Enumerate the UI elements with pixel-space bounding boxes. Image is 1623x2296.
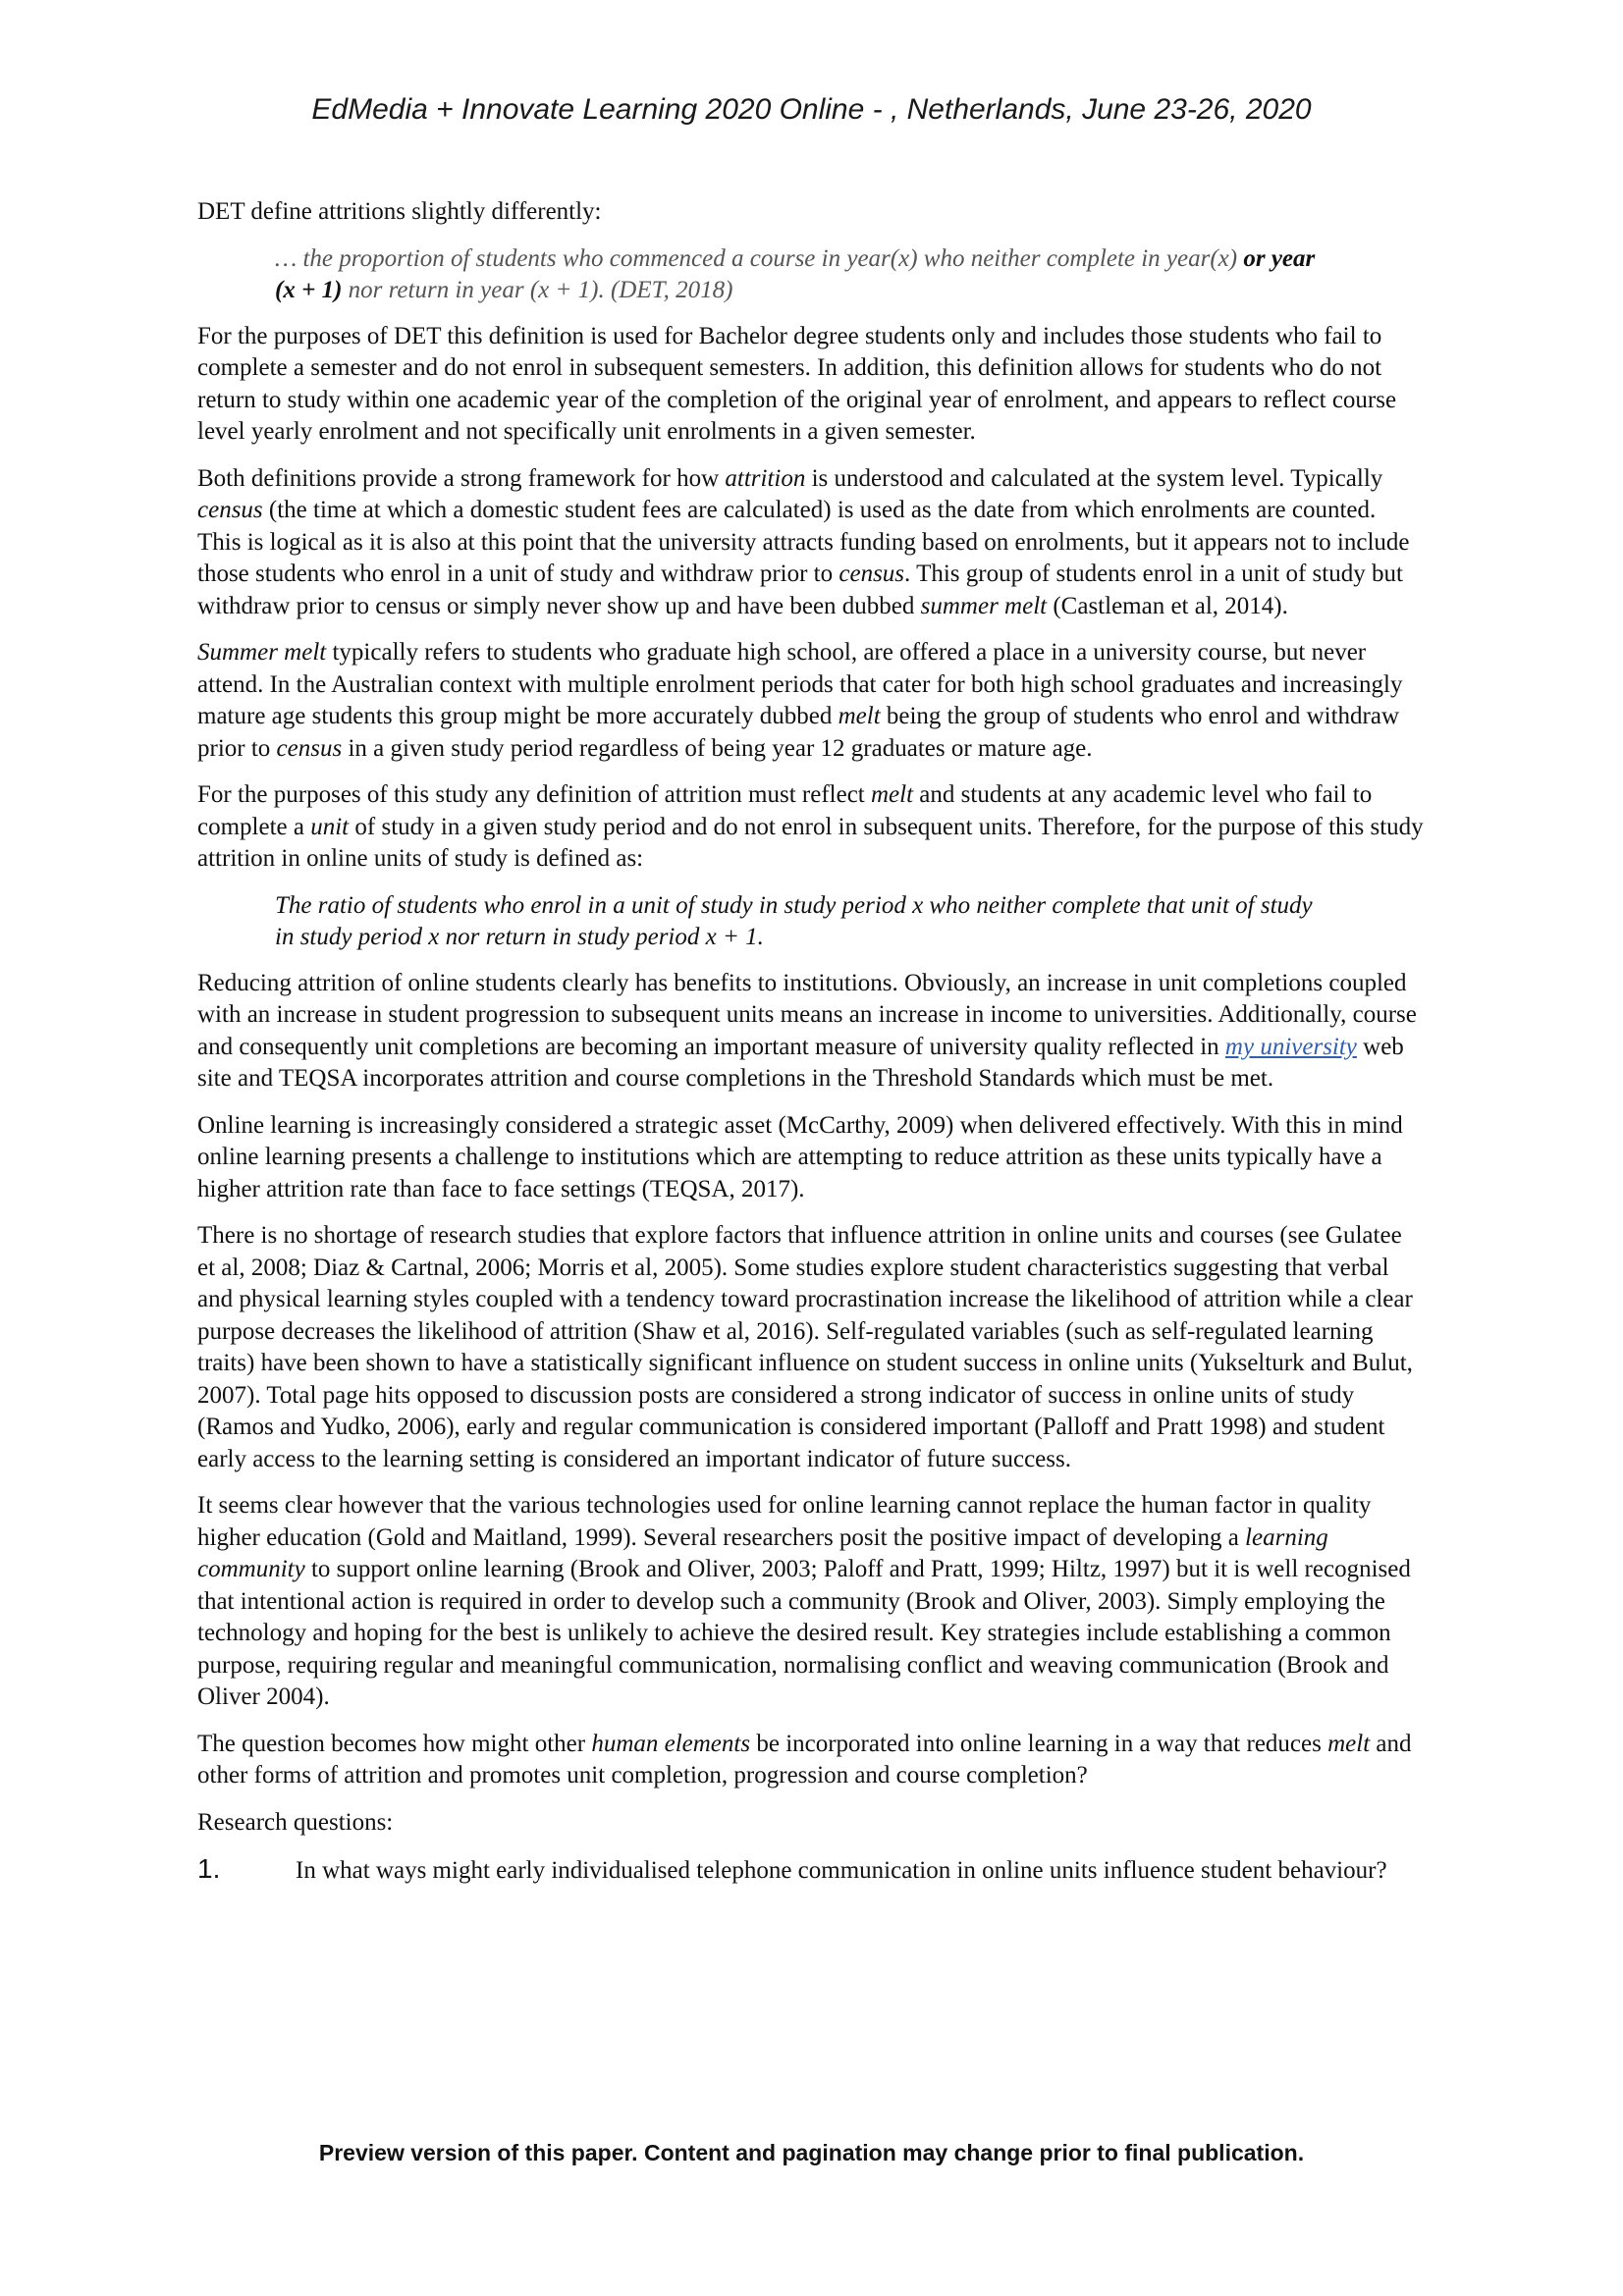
paragraph-det-purposes: For the purposes of DET this definition is used for Bachelor degree students only and includes those students who fail to complete a semester and do not enrol in subsequent semesters. In addition, this definition allows for students who do not return to study within one academic year of the completion of the original year of enrolment, and appears to reflect course level yearly enrolment and not specifically unit enrolments in a given semester. (197, 322, 1397, 445)
paragraph-question: The question becomes how might other human elements be incorporated into online learning in a way that reduces melt and other forms of attrition and promotes unit completion, progression and course completion? (197, 1730, 1412, 1789)
quote-det-definition: … the proportion of students who commenced a course in year(x) who neither complete in year(x) or year (x + 1) nor return in year (x + 1). (DET, 2018) (275, 244, 1316, 303)
paragraph-study-definition: For the purposes of this study any definition of attrition must reflect melt and students at any academic level who fail to complete a unit of study in a given study period and do not enrol in subsequent units. Therefore, for the purpose of this study attrition in online units of study is defined as: (197, 781, 1424, 872)
quote-attrition-definition: The ratio of students who enrol in a unit of study in study period x who neither complete that unit of study in study period x nor return in study period x + 1. (275, 891, 1313, 950)
my-university-link[interactable]: my university (1224, 1033, 1357, 1060)
paragraph-reducing-attrition: Reducing attrition of online students clearly has benefits to institutions. Obviously, an increase in unit completions coupled with an increase in student progression to subsequent units means an increase in income to universities. Additionally, course and consequently unit completions are becoming an important measure of university quality reflected in my university web site and TEQSA incorporates attrition and course completions in the Threshold Standards which must be met. (197, 969, 1417, 1092)
page-footer: Preview version of this paper. Content and pagination may change prior to final publication. (318, 2140, 1305, 2165)
page-header: EdMedia + Innovate Learning 2020 Online - , Netherlands, June 23-26, 2020 (311, 93, 1312, 126)
list-number: 1. (197, 1853, 221, 1884)
paragraph-human-factor: It seems clear however that the various technologies used for online learning cannot replace the human factor in quality higher education (Gold and Maitland, 1999). Several researchers posit the positive impact of developing a learning community to support online learning (Brook and Oliver, 2003; Paloff and Pratt, 1999; Hiltz, 1997) but it is well recognised that intentional action is required in order to develop such a community (Brook and Oliver, 2003). Simply employing the technology and hoping for the best is unlikely to achieve the desired result. Key strategies include establishing a common purpose, requiring regular and meaningful communication, normalising conflict and weaving communication (Brook and Oliver 2004). (197, 1492, 1411, 1710)
paper-body (197, 196, 1425, 1902)
research-question-1: 1. In what ways might early individualised telephone communication in online units influence student behaviour? (197, 1853, 1387, 1884)
research-questions-heading: Research questions: (197, 1808, 394, 1836)
paragraph-intro: DET define attritions slightly differently: (197, 198, 602, 225)
paragraph-research-studies: There is no shortage of research studies that explore factors that influence attrition in online units and courses (see Gulatee et al, 2008; Diaz & Cartnal, 2006; Morris et al, 2005). Some studies explore student characteristics suggesting that verbal and physical learning styles coupled with a tendency toward procrastination increase the likelihood of attrition while a clear purpose decreases the likelihood of attrition (Shaw et al, 2016). Self-regulated variables (such as self-regulated learning traits) have been shown to have a statistically significant influence on student success in online units (Yukselturk and Bulut, 2007). Total page hits opposed to discussion posts are considered a strong indicator of success in online units of study (Ramos and Yudko, 2006), early and regular communication is considered important (Palloff and Pratt 1998) and student early access to the learning setting is considered an important indicator of future success. (197, 1222, 1413, 1472)
paragraph-online-learning: Online learning is increasingly considered a strategic asset (McCarthy, 2009) when delivered effectively. With this in mind online learning presents a challenge to institutions which are attempting to reduce attrition as these units typically have a higher attrition rate than face to face settings (TEQSA, 2017). (197, 1111, 1403, 1202)
paragraph-summer-melt: Summer melt typically refers to students who graduate high school, are offered a place in a university course, but never attend. In the Australian context with multiple enrolment periods that cater for both high school graduates and increasingly mature age students this group might be more accurately dubbed melt being the group of students who enrol and withdraw prior to census in a given study period regardless of being year 12 graduates or mature age. (197, 639, 1403, 762)
paragraph-definitions: Both definitions provide a strong framework for how attrition is understood and calculated at the system level. Typically census (the time at which a domestic student fees are calculated) is used as the date from which enrolments are counted. This is logical as it is also at this point that the university attracts funding based on enrolments, but it appears not to include those students who enrol in a unit of study and withdraw prior to census. This group of students enrol in a unit of study but withdraw prior to census or simply never show up and have been dubbed summer melt (Castleman et al, 2014). (197, 464, 1410, 619)
